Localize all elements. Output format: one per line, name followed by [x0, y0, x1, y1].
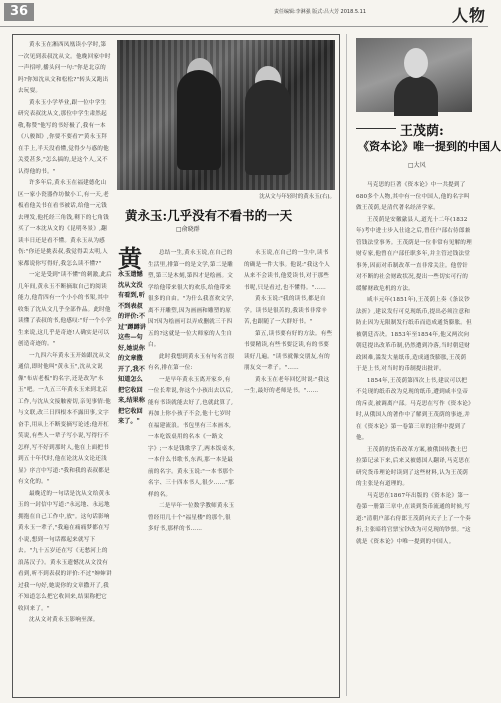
paragraph: 1854年,王茂荫第四次上书,建议可以把不兑现的纸币改为兑现的纸币,遭到咸丰皇帝的斥责,被调离户部。马克思在写作《资本论》时,从俄国人的著作中了解到王茂荫的事迹,并在《资本论》第一卷第三章的注释中提到了他。 — [356, 377, 472, 441]
left-article-column-1 — [18, 40, 112, 690]
photo-background — [117, 40, 335, 190]
article-author: □俞晓群 — [176, 226, 200, 233]
paragraph: 许多年后,黄永玉在福建德化山区一家小瓷器作坊做小工,有一天,老板看他关书在看书被话,给他一元钱去理发,他托经三角钱,剩下的七角钱买了一本沈从文的《昆明冬景》,翻读丰日还是看不懂。黄永玉从为感伤:"你还是挑表叔,我觉得丢太明,人家都说你写得好,我怎么读不懂?" — [18, 180, 109, 267]
right-article-column — [356, 180, 472, 690]
pull-quote-text: 永玉遗憾沈从文没有看到,听不到表叔的评价:不过"蹲蹲讲这些—句好,她说你的文章撒开了,我不知道怎么把它收回来,结果称把它收回来了。" — [118, 271, 146, 425]
page-header — [0, 0, 488, 27]
paragraph: 黄永玉说:"我的读书,都是自学。读书是很苦的,我读书非常辛苦,也跟随了一大群好书。" — [244, 296, 328, 325]
paragraph: 二是早年一位数学教师黄永玉曾经用几十个"福星楼"的那个,很多好书,那样的书…… — [148, 503, 235, 532]
photo-person-body — [394, 76, 438, 116]
right-article-title-line1: 王茂荫: — [400, 124, 444, 139]
paragraph: 咸丰元年(1851年),王茂荫上奏《条议钞法折》,建议发行可兑现纸币,提出必须注意和防止因为无限制发行纸币而造成通货膨胀。但被朝廷否决。1853年至1854年,他又两次向朝廷提出改革币制,仍然遭到冷落,当时朝廷财政困难,滥发大量纸币,造成通货膨胀,王茂荫于是上书,对当时的币制提出批评。 — [356, 297, 472, 372]
paragraph: 一定是受到"读不懂"的刺激,此后几年间,黄永玉不断摘取自己的阅读能力,他背四有一个小小的书架,其中收集了沈从文几乎全部作品。此时他读懂了表叔的书,他感叹:"好一个小学生来说,这几乎是奇迹!人确实是可以创造奇迹的。" — [18, 272, 112, 347]
column-divider — [346, 34, 347, 696]
paragraph: 黄永玉在老年回忆时说:"我这一生,最好的老师是书。"…… — [244, 376, 330, 394]
right-article-author: □大风 — [408, 162, 426, 169]
paragraph: 王茂荫是安徽歙县人,道光十二年(1832年)考中进士步入仕途之后,曾任户部右侍郎兼管钱法堂事务。王茂荫是一位非常有见解的理财专家,他曾在户部任职多年,并主管过钱法堂事务,因而对币制改革一直非常关注。他曾针对不断的社会财政状况,提出一些切实可行的缓解财政危机的方法。 — [356, 216, 472, 292]
photo-person-head — [404, 48, 428, 78]
paragraph: 此时我想到黄永玉有句名言很有名,排在第一位: — [148, 353, 235, 371]
paragraph: 黄永玉小学毕业,跟一位中学生研究表叔沈从文,那位中学生肃然起敬,称赞"他写的书好极了,我有一本《八骏图》,你要不要看?"黄永玉拜在手上,半天没看懂,觉得少与惑的他关爱甚多,"怎么搞的,是这个人,又不认得他的书。" — [18, 99, 109, 175]
paragraph: 最晚近的一句话是沈从文给黄永玉的一封信中写道:"永远地、永远地拥抱在自己工作中,放"。这句话影响黄永玉一辈子,"我遍在痛痛梦都在写小说,想到一句话都起来就写下去。"九十五岁还在写《无愁河上的浪荡汉子》。黄永玉遗憾沈从文没有看到,听不到表叔的评价:不过"婶婶讲过我一句好,她说你的文章撒开了,我不知道怎么把它收回来,结果称把它收回来了。" — [18, 490, 112, 612]
photo-shen-congwen-huang-yongyu — [117, 40, 335, 190]
right-article-title-line2: 《资本论》唯一提到的中国人 — [358, 140, 501, 153]
paragraph: 马克思在1867年出版的《资本论》第一卷第一册第三章中,在谈到货币流通的时候,写道:"清朝户部右侍郎王茂荫向天子上了一个奏折,主张暗将官票宝钞改为可兑现的钞票。"这就是《资本论》中唯一提到的中国人。 — [356, 492, 471, 545]
paragraph: 永玉说,在自己的一生中,读书的确是一件大事。他说:"我这个人从来不会读书,他爱读书,对于那些书呢,只是看过,也不懂得。"…… — [244, 250, 330, 291]
pull-quote-dropcap: 黄 — [118, 244, 142, 273]
paragraph: 王茂荫的货币改革方案,被俄国传教士巴拉第记录下来,后来又被德国人翻译,马克思在研究货币理论时读到了这些材料,认为王茂荫的主张是有道理的。 — [356, 446, 471, 487]
editor-credits: 责任编辑:李淋强 版式:吕大芳 2018.5.11 — [274, 9, 366, 15]
left-article-column-3 — [244, 248, 334, 688]
paragraph: 第五,读书要有好的方法。有些书要精读,有些书要泛读,有的书要读好几遍。"读书就像交朋友,有的朋友交一辈子。"…… — [244, 330, 333, 371]
article-title: 黄永玉:几乎没有不看书的一天 — [125, 208, 293, 223]
pull-quote — [118, 244, 147, 425]
paragraph: 一是早年黄永玉离开家乡,有一位长辈说,你这个小孩出去以后,能有书读就能去好了,也就此算了,再加上你小孩子不会,他十七岁时在福建流浪。书包里有三本画本,一本吃饭桌用的名本《一路文字》;一本是钱歌学了,两本饭桌本,一本什么书歌书,东西,那一本是最前的名字。黄永玉说:"一本书那个名字、三十四本书人,很少……"那样的名。 — [148, 376, 236, 498]
paragraph: 一九四六年黄永玉开始跟沈从文通信,即时他叫"黄永玉",沈从文说像"布店老板"的名字,还是改为"永玉"吧。一九五三年黄永玉来到北京工作,与沈从文接触密切,亲见事情:他与文联,改三日四根本不露田事,文字奋手,用从上不断变摘写论述;他开杠笑说,有些人一辈子写小说,写得行不怎样,写不好到那时人,他在上面把书到五十年代时,他在论沈从文论还浅显》序言中写道:"我和我的表叔都是有文化的。" — [18, 352, 111, 485]
photo-person-body — [177, 70, 221, 170]
photo-wang-maoyin — [356, 38, 472, 112]
title-rule — [356, 128, 396, 129]
paragraph: 马克思的巨著《资本论》中一共提到了680多个人物,其中有一位中国人,他的名字叫做王茂荫,是清代著名经济学家。 — [356, 182, 470, 211]
photo-caption: 沈从文与年轻时的黄永玉(右)。 — [259, 194, 335, 200]
section-title: 人物 — [452, 6, 487, 25]
left-article-column-2 — [148, 248, 236, 688]
photo-person-body — [245, 80, 291, 175]
paragraph: 黄永玉在湘西凤凰读小学时,第一次见到表叔沈从文。他晚回家中时一声招呼,播头问一句:"你是北京的吗?你知沈从文和松松?"转头又跑出去玩耍。 — [18, 42, 111, 94]
page-number: 36 — [4, 3, 34, 21]
paragraph: 沈从文对黄永玉影响至深。 — [29, 617, 99, 623]
paragraph: 总结一生,黄永玉说,在自己的生活里,排第一的是文学,第二是雕塑,第三是木刻,第四才是绘画。文学给他带来很大的欢乐,给他带来很多的自由。"为什么我喜欢文学,离不开雕塑,因为画画和雕塑的原因?因为绘画可以弄成删就三千四五的?这就是一位大师家的人生自白。 — [148, 250, 234, 348]
